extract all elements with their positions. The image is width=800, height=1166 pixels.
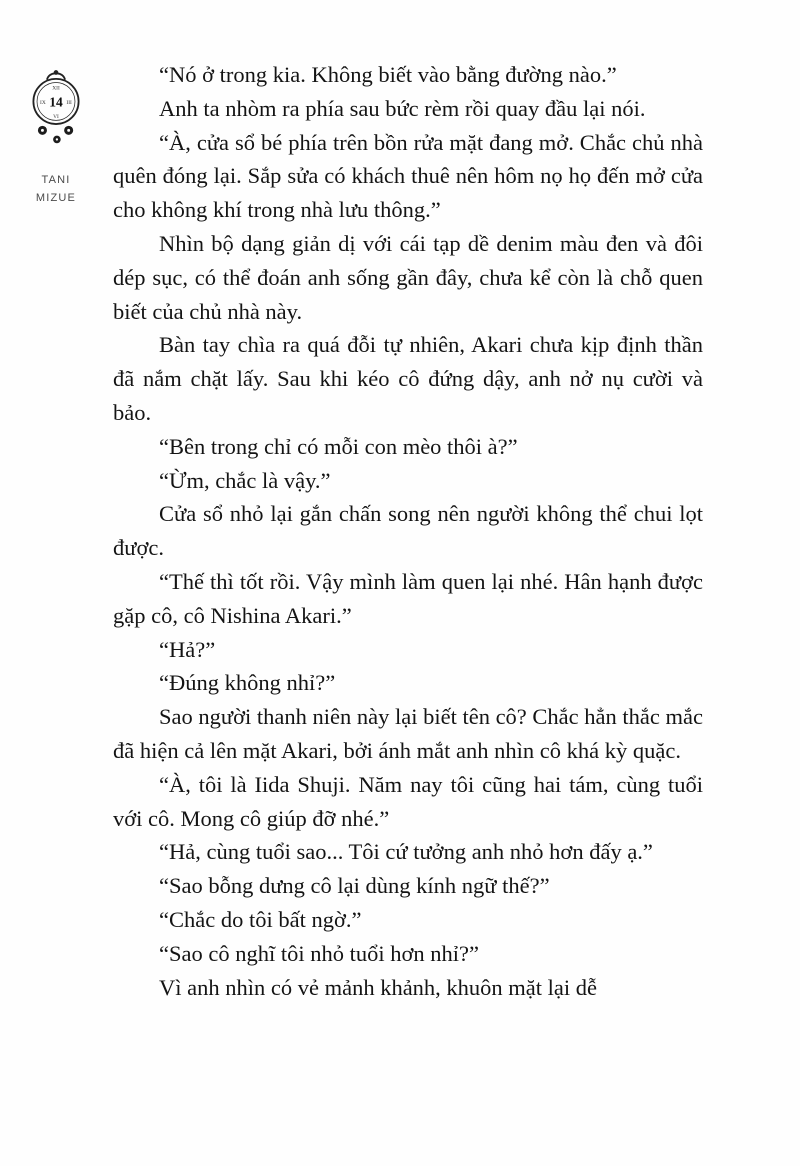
author-name — [20, 172, 92, 207]
paragraph: Cửa sổ nhỏ lại gắn chấn song nên người không thể chui lọt được. — [113, 501, 703, 561]
clock-numeral-iii: III — [66, 100, 72, 107]
paragraph: “Hả?” — [159, 636, 216, 662]
paragraph: Vì anh nhìn có vẻ mảnh khảnh, khuôn mặt lại dễ — [159, 974, 598, 1000]
clock-numeral-xii: XII — [52, 85, 60, 92]
paragraph: “Hả, cùng tuổi sao... Tôi cứ tưởng anh nhỏ hơn đấy ạ.” — [159, 839, 653, 865]
clock-numeral-ix: IX — [40, 100, 46, 107]
paragraph: “Ừm, chắc là vậy.” — [159, 467, 331, 493]
clock-numeral-vi: VI — [53, 114, 59, 121]
paragraph: “Thế thì tốt rồi. Vậy mình làm quen lại nhé. Hân hạnh được gặp cô, cô Nishina Akari.” — [113, 568, 703, 628]
paragraph: “Nó ở trong kia. Không biết vào bằng đường nào.” — [159, 62, 617, 87]
paragraph: “Đúng không nhỉ?” — [159, 670, 336, 696]
paragraph: Bàn tay chìa ra quá đỗi tự nhiên, Akari chưa kịp định thần đã nắm chặt lấy. Sau khi kéo cô đứng dậy, anh nở nụ cười và bảo. — [113, 332, 703, 425]
text-body — [113, 58, 703, 1004]
paragraph: “À, tôi là Iida Shuji. Năm nay tôi cũng hai tám, cùng tuổi với cô. Mong cô giúp đỡ nhé.” — [113, 771, 703, 831]
paragraph: “Bên trong chỉ có mỗi con mèo thôi à?” — [159, 433, 518, 459]
left-margin — [20, 68, 92, 207]
paragraph: “À, cửa sổ bé phía trên bồn rửa mặt đang mở. Chắc chủ nhà quên đóng lại. Sắp sửa có khách thuê nên hôm nọ họ đến mở cửa cho không khí trong nhà lưu thông.” — [113, 129, 703, 223]
page-number: 14 — [49, 94, 63, 110]
author-line-1: TANI — [41, 174, 71, 186]
paragraph: “Sao cô nghĩ tôi nhỏ tuổi hơn nhỉ?” — [159, 940, 479, 966]
paragraph: “Chắc do tôi bất ngờ.” — [159, 906, 362, 932]
author-line-2: MIZUE — [35, 191, 77, 204]
paragraph: Sao người thanh niên này lại biết tên cô? Chắc hẳn thắc mắc đã hiện cả lên mặt Akari, bởi ánh mắt anh nhìn cô khá kỳ quặc. — [113, 704, 703, 763]
paragraph: Nhìn bộ dạng giản dị với cái tạp dề denim màu đen và đôi dép sục, có thể đoán anh sống gần đây, chưa kể còn là chỗ quen biết của chủ nhà này. — [113, 230, 703, 324]
alarm-clock-icon — [27, 68, 85, 162]
paragraph: Anh ta nhòm ra phía sau bức rèm rồi quay đầu lại nói. — [159, 95, 646, 121]
paragraph: “Sao bỗng dưng cô lại dùng kính ngữ thế?” — [159, 873, 550, 899]
